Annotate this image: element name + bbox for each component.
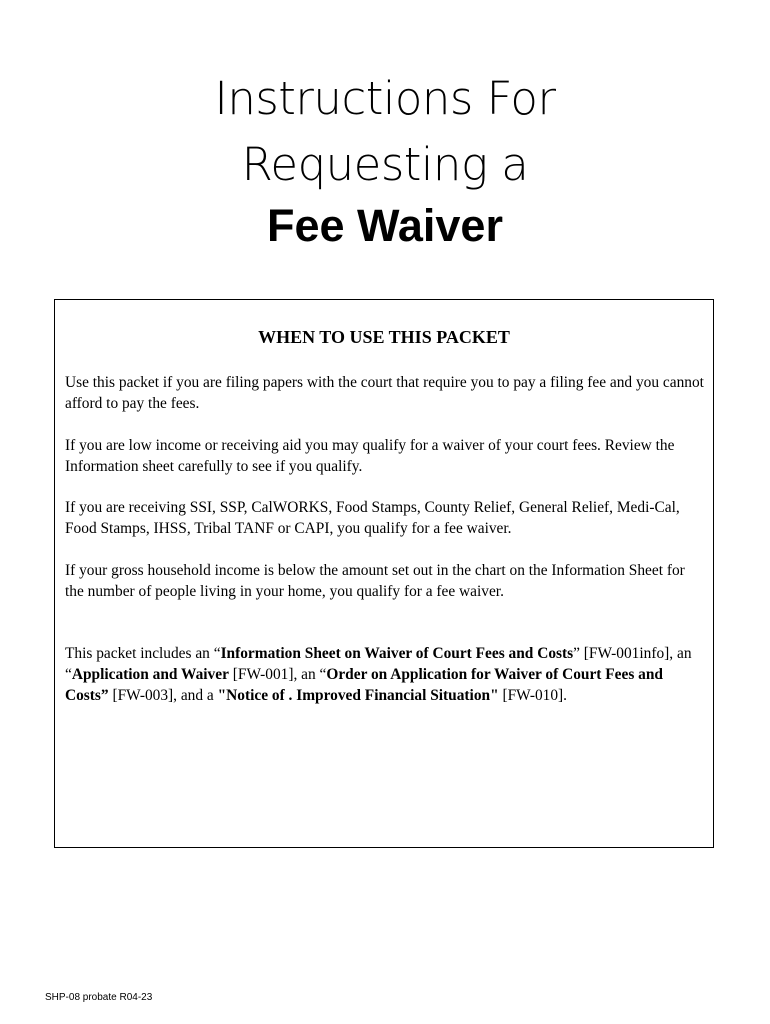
packet-form-application: Application and Waiver [71, 665, 229, 683]
form-code: SHP-08 probate R04-23 [45, 992, 153, 1003]
packet-text-5: [FW-010]. [498, 686, 568, 704]
paragraph-household-income: If your gross household income is below the amount set out in the chart on the Information Sheet for the number of people living in your home, you qualify for a fee waiver. [65, 562, 685, 600]
packet-text-3: [FW-001], an “ [228, 665, 327, 683]
packet-text-2: ” [FW-001info], an “ [65, 645, 692, 683]
paragraph-low-income: If you are low income or receiving aid you may qualify for a waiver of your court fees. Review the Information sheet carefully to see if you qualify. [65, 437, 675, 475]
title-line-2: Requesting a [241, 138, 529, 191]
paragraph-when-to-use: Use this packet if you are filing papers with the court that require you to pay a filing fee and you cannot afford to pay the fees. [65, 374, 704, 412]
box-heading: WHEN TO USE THIS PACKET [258, 327, 510, 347]
packet-form-order: Order on Application for Waiver of Court Fees and Costs” [65, 665, 663, 704]
packet-form-notice: "Notice of . Improved Financial Situation" [217, 686, 499, 704]
paragraph-packet-contents [65, 644, 705, 706]
packet-form-info-sheet: Information Sheet on Waiver of Court Fees and Costs [220, 645, 574, 662]
packet-text-4: [FW-003], and a [108, 686, 218, 704]
title-line-3: Fee Waiver [267, 200, 503, 251]
paragraph-public-benefits: If you are receiving SSI, SSP, CalWORKS, Food Stamps, County Relief, General Relief, Medi-Cal, Food Stamps, IHSS, Tribal TANF or CAPI, you qualify for a fee waiver. [65, 499, 680, 537]
title-line-1: Instructions For [214, 72, 556, 125]
info-box [54, 299, 714, 848]
packet-text-1: This packet includes an “ [65, 645, 221, 662]
